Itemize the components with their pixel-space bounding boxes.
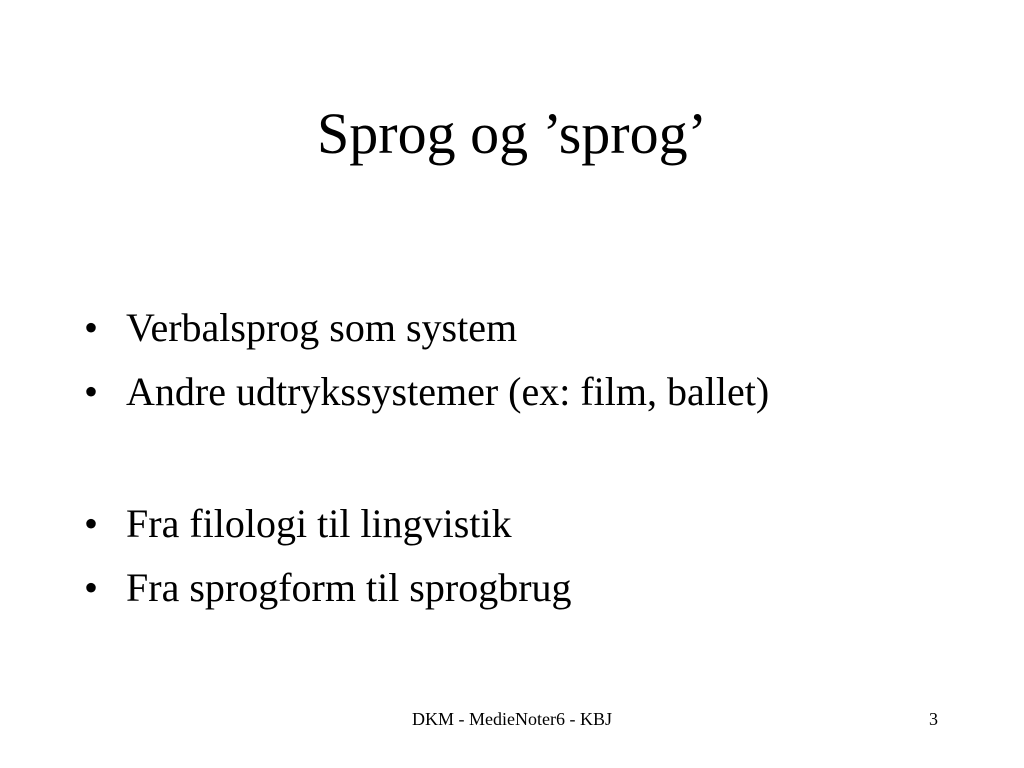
bullet-item [84,556,984,620]
bullet-item [84,492,984,556]
bullet-dot: • [84,501,99,546]
bullet-dot: • [84,305,99,350]
bullet-dot: • [84,369,99,414]
bullet-item [84,360,984,424]
page-number: 3 [929,709,938,729]
slide-title: Sprog og ’sprog’ [317,101,707,166]
bullet-text: Andre udtrykssystemer (ex: film, ballet) [126,369,770,414]
slide-footer [0,706,1024,732]
bullet-list [84,296,984,620]
bullet-spacer [84,424,984,492]
bullet-text: Fra filologi til lingvistik [126,501,512,546]
bullet-dot: • [84,565,99,610]
bullet-item [84,296,984,360]
footer-text: DKM - MedieNoter6 - KBJ [412,709,612,729]
bullet-text: Verbalsprog som system [126,305,518,350]
bullet-text: Fra sprogform til sprogbrug [126,565,572,610]
